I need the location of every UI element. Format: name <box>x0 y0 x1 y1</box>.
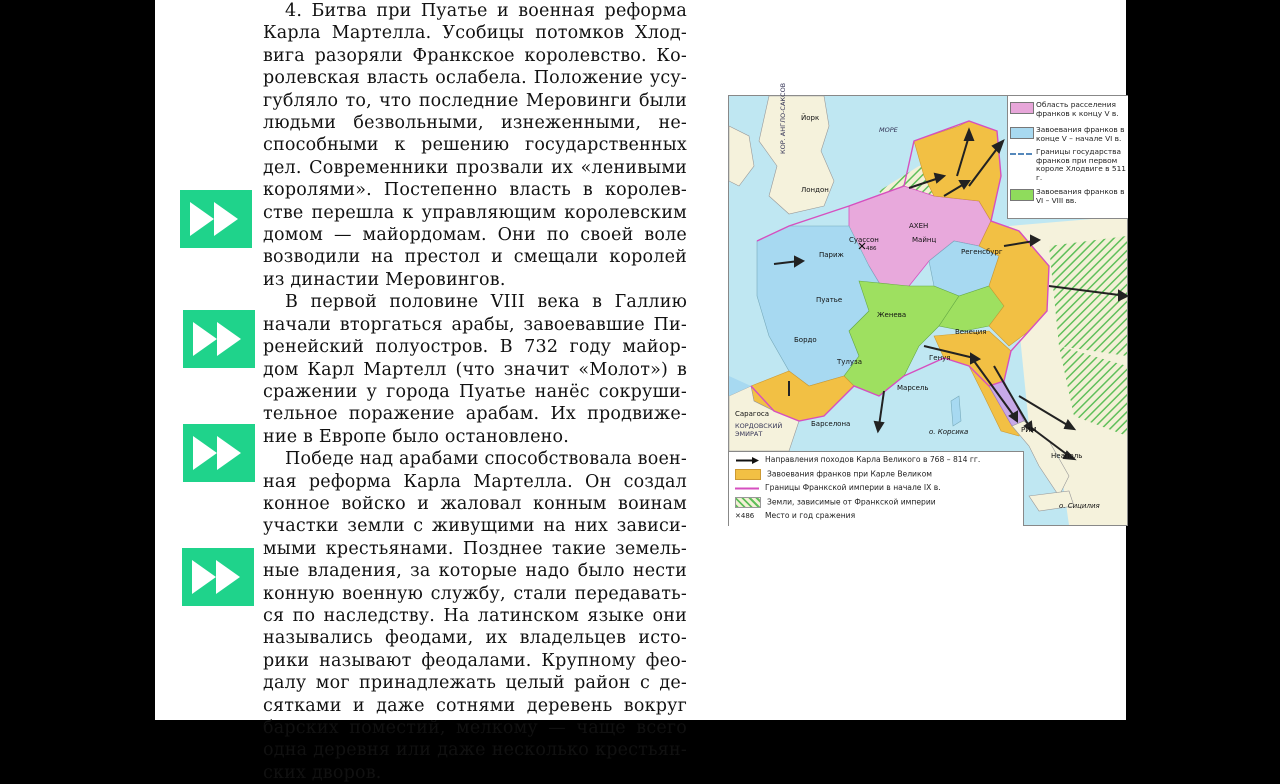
text-line: ренейский полуостров. В 732 году майор- <box>263 337 687 358</box>
legend-label: Место и год сражения <box>765 511 856 520</box>
legend-label: Завоевания франков в VI – VIII вв. <box>1036 187 1125 205</box>
fast-forward-icon[interactable] <box>180 190 252 248</box>
text-line: далу мог принадлежать целый район с де- <box>263 673 687 694</box>
text-line: губляло то, что последние Меровинги были <box>263 90 687 111</box>
place-label: Венеция <box>955 328 987 336</box>
place-label: о. Корсика <box>929 428 969 436</box>
place-label: РИМ <box>1021 426 1037 434</box>
place-label: Неаполь <box>1051 452 1083 460</box>
text-line: ся по наследству. На латинском языке они <box>263 605 687 626</box>
legend-label: Завоевания франков в конце V – начале VI в. <box>1036 125 1125 143</box>
text-line: начали вторгаться арабы, завоевавшие Пи- <box>263 314 687 335</box>
legend-swatch <box>735 484 759 493</box>
text-line: сятками и даже сотнями деревень вокруг <box>263 695 687 716</box>
legend-swatch <box>1010 127 1034 139</box>
text-line: ских дворов. <box>263 762 382 783</box>
text-line: стве перешла к управляющим королевским <box>263 202 687 223</box>
place-label: Барселона <box>811 420 851 428</box>
place-label: Бордо <box>794 336 817 344</box>
legend-swatch <box>735 497 761 508</box>
place-label: Париж <box>819 251 844 259</box>
text-line: сражении у города Пуатье нанёс сокруши- <box>263 381 687 402</box>
place-label: Генуя <box>929 354 951 362</box>
arrow-icon <box>735 456 759 465</box>
text-line: В первой половине VIII века в Галлию <box>285 292 687 313</box>
region-label: МОРЕ <box>879 126 898 134</box>
text-line: способными к решению государственных <box>263 135 687 156</box>
legend-item <box>735 469 932 482</box>
text-line: мыми крестьянами. Позднее такие земель- <box>263 538 687 559</box>
text-line: людьми безвольными, изнеженными, не- <box>263 113 687 134</box>
place-label: АХЕН <box>909 222 929 230</box>
legend-item <box>1012 101 1128 118</box>
fast-forward-icon[interactable] <box>183 424 255 482</box>
legend-item <box>735 511 855 524</box>
legend-item <box>1012 188 1128 205</box>
text-line: домом — майордомам. Они по своей воле <box>263 225 687 246</box>
legend-swatch <box>1010 102 1034 114</box>
legend-swatch <box>735 469 761 480</box>
region-label: КОРДОВСКИЙ ЭМИРАТ <box>735 422 783 438</box>
text-line: ные владения, за которые надо было нести <box>263 561 687 582</box>
text-line: назывались феодами, их владельцев исто- <box>263 628 687 649</box>
textbook-page <box>155 0 1126 783</box>
text-line: участки земли с живущими на них зависи- <box>263 516 687 537</box>
place-label: Лондон <box>801 186 829 194</box>
text-line: Карла Мартелла. Усобицы потомков Хлод- <box>263 23 687 44</box>
legend-label: Границы Франкской империи в начале IX в. <box>765 483 941 492</box>
text-line: дом Карл Мартелл (что значит «Молот») в <box>263 359 687 380</box>
text-line: одна деревня или даже несколько крестьян- <box>263 740 687 761</box>
text-line: рики называют феодалами. Крупному феo- <box>263 650 687 671</box>
text-line: барских поместий, мелкому — чаще всего <box>263 718 687 738</box>
text-line: вига разоряли Франкское королевство. Ко- <box>263 45 687 66</box>
text-line: из династии Меровингов. <box>263 269 506 290</box>
text-line: ная реформа Карла Мартелла. Он создал <box>263 471 687 492</box>
text-line: тельное поражение арабам. Их продвиже- <box>263 404 687 425</box>
place-label: Регенсбург <box>961 248 1003 256</box>
text-line: ние в Европе было остановлено. <box>263 426 570 447</box>
place-label: Йорк <box>801 114 820 122</box>
place-label: Жeнева <box>877 311 907 319</box>
place-label: о. Сицилия <box>1059 502 1100 510</box>
text-line: 4. Битва при Пуатье и военная реформа <box>285 1 687 21</box>
text-column <box>263 0 687 784</box>
place-label: Сарагоса <box>735 410 770 418</box>
text-line: конную военную службу, стали передавать- <box>263 583 687 604</box>
text-line: ролевская власть ослабела. Положение усу- <box>263 68 687 89</box>
legend-item <box>1012 126 1128 143</box>
text-line: возводили на престол и смещали королей <box>263 247 687 268</box>
legend-label: Область расселения франков к концу V в. <box>1036 100 1119 118</box>
text-line: дел. Современники прозвали их «ленивыми <box>263 157 687 178</box>
legend-item <box>735 497 936 510</box>
legend-label: Завоевания франков при Карле Великом <box>767 469 932 479</box>
legend-swatch <box>1010 189 1034 201</box>
battle-symbol: ✕486 <box>735 511 755 520</box>
text-line: конное войско и жаловал конным воинам <box>263 493 687 514</box>
legend-item <box>735 483 941 496</box>
place-label: Пуатье <box>816 296 843 304</box>
place-label: Марсель <box>897 384 929 392</box>
text-line: Победе над арабами способствовала воен- <box>285 449 687 470</box>
legend-swatch <box>1010 153 1032 155</box>
map-legend-bottom <box>729 451 1024 526</box>
legend-label: Земли, зависимые от Франкской империи <box>767 497 936 507</box>
legend-item <box>1012 148 1128 182</box>
map-legend-top <box>1007 96 1128 219</box>
fast-forward-icon[interactable] <box>182 548 254 606</box>
frankish-empire-map <box>728 82 1128 526</box>
region-label: КОР. АНГЛО-САКСОВ <box>779 82 787 154</box>
place-label: Тулуза <box>837 358 863 366</box>
battle-year: 486 <box>866 246 877 252</box>
legend-label: Направления походов Карла Великого в 768 – 814 гг. <box>765 455 981 464</box>
fast-forward-icon[interactable] <box>183 310 255 368</box>
place-label: Майнц <box>912 236 937 244</box>
place-label: Суассон <box>849 236 879 244</box>
legend-label: Границы государства франков при первом короле Хлодвиге в 511 г. <box>1036 147 1126 182</box>
text-line: королями». Постепенно власть в королев- <box>263 180 687 201</box>
legend-item <box>735 455 980 468</box>
